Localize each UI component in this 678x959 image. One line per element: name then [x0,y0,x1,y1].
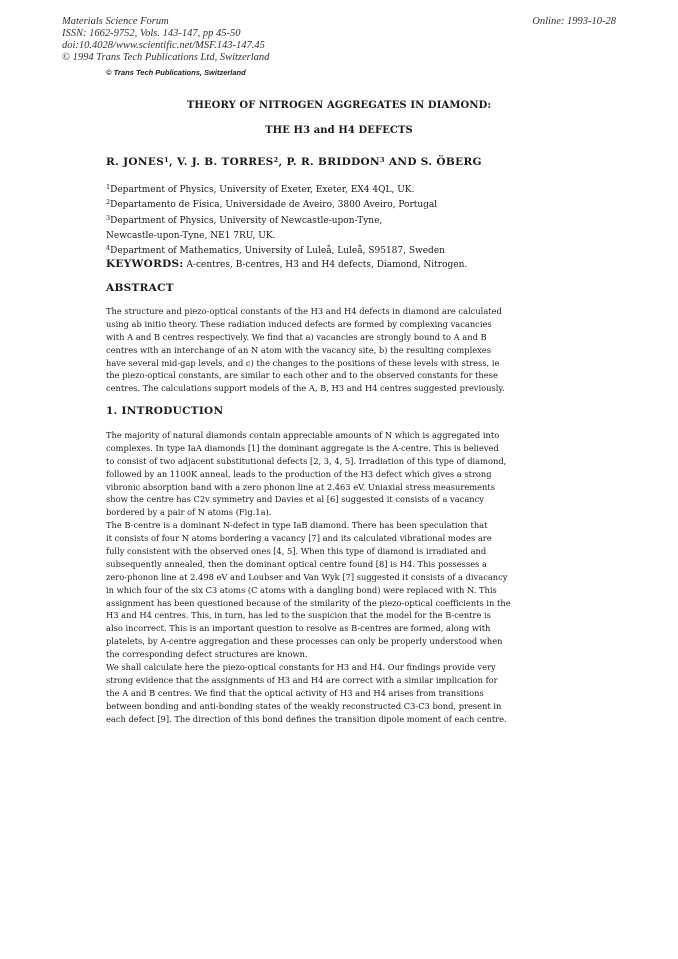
introduction-line: to consist of two adjacent substitutional defects [2, 3, 4, 5]. Irradiation of this type of diamond, [106,455,507,466]
author-conjunction: AND [388,156,417,168]
introduction-line: followed by an 1100K anneal, leads to the production of the H3 defect which gives a strong [106,468,492,479]
publisher-line: © Trans Tech Publications, Switzerland [106,68,246,77]
affiliation-text: Newcastle-upon-Tyne, NE1 7RU, UK. [106,230,276,241]
introduction-line: The majority of natural diamonds contain appreciable amounts of N which is aggregated into [106,430,500,440]
introduction-line: fully consistent with the observed ones [4, 5]. When this type of diamond is irradiated and [106,546,487,557]
abstract-line: centres. The calculations support models of the A, B, H3 and H4 centres suggested previously. [106,383,505,394]
journal-name: Materials Science Forum [62,16,169,27]
introduction-line: subsequently annealed, then the dominant optical centre found [8] is H4. This possesses a [106,558,487,569]
paper-title: THEORY OF NITROGEN AGGREGATES IN DIAMOND: [186,100,492,111]
abstract-line: the piezo-optical constants, are similar to each other and to the observed constants for these [106,370,498,381]
affiliation [106,227,445,242]
abstract-line: centres with an interchange of an N atom with the vacancy site, b) the resulting complexes [106,344,491,355]
affiliation-sup: 4 [106,244,111,253]
author-name: S. ÖBERG [420,156,482,168]
keywords-label: KEYWORDS: [106,258,184,270]
introduction-line: each defect [9]. The direction of this bond defines the transition dipole moment of each centre. [106,713,507,724]
introduction-line: the A and B centres. We find that the optical activity of H3 and H4 arises from transitions [106,687,484,698]
affiliation [106,196,445,211]
introduction-line: H3 and H4 centres. This, in turn, has led to the suspicion that the model for the B-centre is [106,610,491,621]
affiliation-text: Department of Physics, University of Exeter, Exeter, EX4 4QL, UK. [110,185,415,195]
affiliation [106,212,445,227]
author-name: R. JONES [106,156,165,168]
author-sup: 3 [379,156,385,164]
introduction-line: strong evidence that the assignments of H3 and H4 are correct with a similar implication for [106,674,498,685]
abstract-line: using ab initio theory. These radiation induced defects are formed by complexing vacancies [106,318,492,329]
affiliation-sup: 1 [106,183,111,191]
introduction-line: The B-centre is a dominant N-defect in type IaB diamond. There has been speculation that [106,520,488,531]
affiliation-sup: 2 [106,198,111,207]
introduction-line: show the centre has C2v symmetry and Davies et al [6] suggested it consists of a vacancy [106,494,484,505]
doi-line: doi:10.4028/www.scientific.net/MSF.143-147.45 [62,40,265,51]
introduction-line: zero-phonon line at 2.498 eV and Loubser and Van Wyk [7] suggested it consists of a divacancy [106,571,508,582]
introduction-body [106,429,536,725]
introduction-line: between bonding and anti-bonding states of the weakly reconstructed C3-C3 bond, present in [106,700,502,711]
introduction-heading: 1. INTRODUCTION [106,405,224,417]
affiliation-list [106,181,445,257]
introduction-line: platelets, by A-centre aggregation and these processes can only be properly understood when [106,636,503,647]
introduction-line: the corresponding defect structures are known. [106,649,308,660]
author-name: P. R. BRIDDON [286,156,380,168]
affiliation-text: Departamento de Física, Universidade de Aveiro, 3800 Aveiro, Portugal [110,200,438,211]
abstract-line: have several mid-gap levels, and c) the changes to the positions of these levels with stress, ie [106,357,500,368]
author-name: V. J. B. TORRES [177,156,274,168]
online-date: Online: 1993-10-28 [532,16,616,27]
introduction-line: assignment has been questioned because of the similarity of the piezo-optical coefficients in the [106,597,511,608]
affiliation-sup: 3 [106,213,111,222]
introduction-line: it consists of four N atoms bordering a vacancy [7] and its calculated vibrational modes are [106,533,492,544]
introduction-line: complexes. In type IaA diamonds [1] the dominant aggregate is the A-centre. This is believed [106,442,499,453]
affiliation-text: Department of Physics, University of Newcastle-upon-Tyne, [110,215,383,226]
introduction-line: vibronic absorption band with a zero phonon line at 2.463 eV. Uniaxial stress measurements [106,481,495,492]
affiliation-text: Department of Mathematics, University of Luleå, Luleå, S95187, Sweden [110,246,445,257]
introduction-line: We shall calculate here the piezo-optical constants for H3 and H4. Our findings provide very [106,662,496,673]
introduction-line: bordered by a pair of N atoms (Fig.1a). [106,507,272,518]
abstract-line: with A and B centres respectively. We find that a) vacancies are strongly bound to A and B [106,331,487,342]
author-sup: 1 [164,156,170,164]
keywords-line [106,258,467,270]
abstract-body [106,305,536,395]
author-sup: 2 [273,156,279,164]
keywords-text: A-centres, B-centres, H3 and H4 defects, Diamond, Nitrogen. [186,260,468,270]
author-list: R. JONES$^1$, V. J. B. TORRES$^2$, P. R. BRIDDON$^3$ AND S. ÖBERG [106,156,482,168]
abstract-line: The structure and piezo-optical constants of the H3 and H4 defects in diamond are calculated [106,306,502,316]
abstract-heading: ABSTRACT [106,282,174,294]
affiliation [106,181,445,196]
paper-subtitle: THE H3 and H4 DEFECTS [265,125,413,136]
affiliation [106,242,445,257]
copyright-line: © 1994 Trans Tech Publications Ltd, Switzerland [62,52,270,63]
introduction-line: also incorrect. This is an important question to resolve as B-centres are formed, along with [106,623,491,634]
introduction-line: in which four of the six C3 atoms (C atoms with a dangling bond) were replaced with N. This [106,584,497,595]
journal-header [62,16,269,64]
issn-line: ISSN: 1662-9752, Vols. 143-147, pp 45-50 [62,28,241,39]
